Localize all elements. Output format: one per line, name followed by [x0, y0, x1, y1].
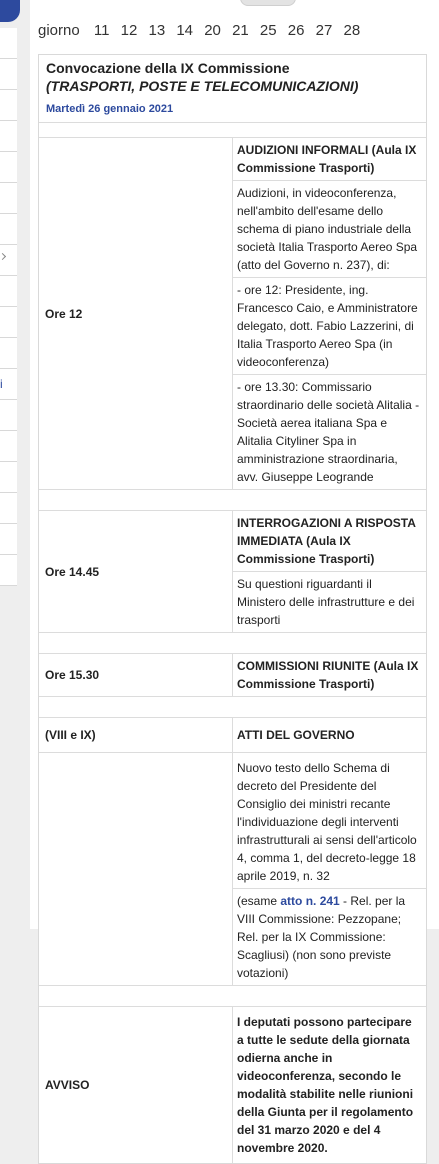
session-heading: ATTI DEL GOVERNO [233, 718, 427, 753]
session-time: Ore 14.45 [39, 511, 233, 633]
session-time: Ore 12 [39, 138, 233, 490]
table-spacer [39, 633, 426, 654]
session-note [233, 889, 427, 986]
atto-link[interactable]: atto n. 241 [280, 894, 340, 908]
sidebar-item[interactable] [0, 462, 17, 493]
session-time-empty [39, 753, 233, 986]
session-time: (VIII e IX) [39, 718, 233, 753]
sidebar-item[interactable] [0, 431, 17, 462]
agenda-header [39, 55, 426, 122]
table-row [39, 1007, 426, 1164]
sidebar-item[interactable] [0, 555, 17, 586]
agenda-box [38, 54, 427, 1164]
sidebar-item[interactable] [0, 152, 17, 183]
agenda-date: Martedì 26 gennaio 2021 [46, 103, 174, 115]
day-link[interactable]: 13 [148, 22, 166, 39]
sidebar-item[interactable] [0, 90, 17, 121]
session-heading: AUDIZIONI INFORMALI (Aula IX Commissione Trasporti) [233, 138, 427, 181]
sidebar-item[interactable] [0, 183, 17, 214]
table-spacer [39, 490, 426, 511]
sidebar-item[interactable] [0, 214, 17, 245]
note-prefix: (esame [237, 894, 281, 908]
sidebar-item[interactable] [0, 524, 17, 555]
sidebar-item[interactable] [0, 400, 17, 431]
day-navigation [38, 22, 367, 39]
agenda-subtitle: (TRASPORTI, POSTE E TELECOMUNICAZIONI) [46, 78, 359, 94]
session-item: - ore 12: Presidente, ing. Francesco Caio, e Amministratore delegato, dott. Fabio Lazzerini, di Italia Trasporto Aereo Spa (in videoconferenza) [233, 278, 427, 375]
notice-label: AVVISO [39, 1007, 233, 1164]
table-spacer [39, 697, 426, 718]
day-label: giorno [38, 22, 80, 39]
table-row [39, 511, 426, 572]
session-item: Nuovo testo dello Schema di decreto del Presidente del Consiglio dei ministri recante l'individuazione degli interventi infrastrutturali ai sensi dell'articolo 4, comma 1, del decreto-legge 18 aprile 2019, n. 32 [233, 753, 427, 889]
table-row [39, 654, 426, 697]
sidebar-item[interactable] [0, 245, 17, 276]
day-link[interactable]: 26 [287, 22, 305, 39]
table-spacer [39, 123, 426, 138]
sidebar-item[interactable] [0, 369, 17, 400]
sidebar-list [0, 28, 17, 586]
day-link[interactable]: 12 [120, 22, 138, 39]
session-item: Su questioni riguardanti il Ministero delle infrastrutture e dei trasporti [233, 572, 427, 633]
day-link[interactable]: 20 [204, 22, 221, 39]
table-spacer [39, 986, 426, 1007]
sidebar-item[interactable] [0, 493, 17, 524]
day-link[interactable]: 28 [343, 22, 361, 39]
table-row [39, 753, 426, 889]
day-link[interactable]: 27 [315, 22, 333, 39]
agenda-table [39, 122, 426, 1163]
notice-text: I deputati possono partecipare a tutte le sedute della giornata odierna anche in videoconferenza, secondo le modalità stabilite nelle riunioni della Giunta per il regolamento del 31 marzo 2020 e del 4 novembre 2020. [233, 1007, 427, 1164]
sidebar-partial [0, 0, 17, 929]
table-row [39, 138, 426, 181]
sidebar-item[interactable] [0, 307, 17, 338]
session-item: Audizioni, in videoconferenza, nell'ambito dell'esame dello schema di piano industriale della società Italia Trasporto Aereo Spa (atto del Governo n. 237), di: [233, 181, 427, 278]
table-row [39, 718, 426, 753]
day-link[interactable]: 11 [93, 22, 110, 39]
sidebar-item-fragment: i [0, 377, 3, 391]
chevron-right-icon [0, 253, 6, 260]
top-button[interactable] [240, 0, 296, 6]
day-link[interactable]: 21 [232, 22, 249, 39]
day-link[interactable]: 14 [176, 22, 194, 39]
sidebar-item[interactable] [0, 59, 17, 90]
session-item: - ore 13.30: Commissario straordinario delle società Alitalia - Società aerea italiana Spa e Alitalia Cityliner Spa in amministrazione straordinaria, avv. Giuseppe Leogrande [233, 375, 427, 490]
sidebar-item[interactable] [0, 28, 17, 59]
session-heading: COMMISSIONI RIUNITE (Aula IX Commissione Trasporti) [233, 654, 427, 697]
sidebar-header-tab[interactable] [0, 0, 20, 22]
main-content [30, 0, 439, 1155]
sidebar-item[interactable] [0, 276, 17, 307]
sidebar-item[interactable] [0, 121, 17, 152]
session-time: Ore 15.30 [39, 654, 233, 697]
day-link[interactable]: 25 [259, 22, 277, 39]
sidebar-item[interactable] [0, 338, 17, 369]
note-suffix: - Rel. per la VIII Commissione: Pezzopane; Rel. per la IX Commissione: Scagliusi) (non sono previste votazioni) [237, 894, 406, 980]
agenda-title: Convocazione della IX Commissione [46, 60, 290, 76]
session-heading: INTERROGAZIONI A RISPOSTA IMMEDIATA (Aula IX Commissione Trasporti) [233, 511, 427, 572]
